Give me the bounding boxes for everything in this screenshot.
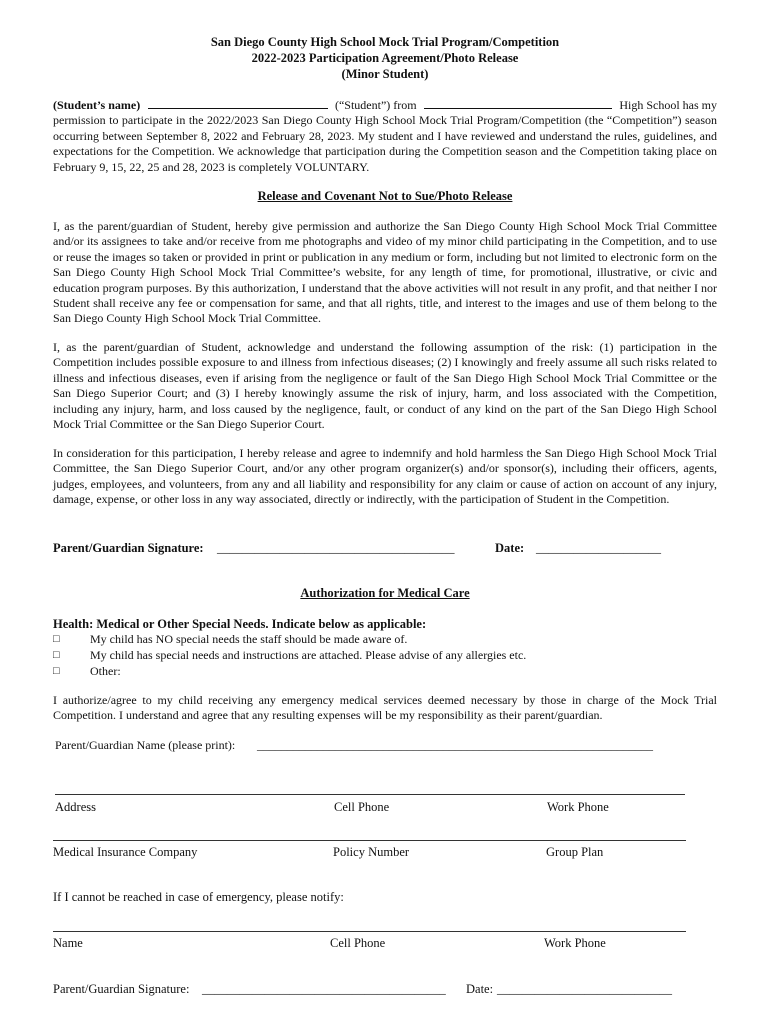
checkbox-no-special-needs[interactable]: □ <box>53 633 60 645</box>
indemnify-paragraph: In consideration for this participation, I hereby release and agree to indemnify and hold harmless the San Diego High School Mock Trial Committee, the San Diego Superior Court, and/or any other program organizer(s) and/or sponsor(s), including their officers, agents, judges, employees, and volunteers, from any and all liability and responsibility for any claim or cause of action on account of any injury, damage, expense, or other loss in any way associated, directly or indirectly, with the participation of Student in the Competition. <box>53 446 717 507</box>
address-label: Address <box>55 800 96 814</box>
health-needs-label: Health: Medical or Other Special Needs. Indicate below as applicable: <box>53 617 427 631</box>
assumption-of-risk-paragraph: I, as the parent/guardian of Student, acknowledge and understand the following assumption of the risk: (1) participation in the Competition includes possible exposure to and illness from infectious diseases; (2) I knowingly and freely assume all such risks related to illness and infectious diseases, even if arising from the negligence or fault of the San Diego High School Mock Trial Committee or the San Diego Superior Court; and (3) I hereby knowingly assume the risk of injury, harm, and loss associated with the Competition, including any injury, harm, and loss caused by the negligence, fault, or conduct of any kind on the part of the San Diego High School Mock Trial Committee or the San Diego Superior Court. <box>53 340 717 432</box>
contact-name-label: Name <box>53 936 83 950</box>
emergency-row-line[interactable] <box>53 931 686 932</box>
address-row-line[interactable] <box>55 794 685 795</box>
release-date-field[interactable]: ____________________ <box>536 541 661 555</box>
checkbox-other[interactable]: □ <box>53 665 60 677</box>
document-subtitle: 2022-2023 Participation Agreement/Photo Release <box>251 51 519 65</box>
student-quote-label: (“Student”) from <box>334 98 417 112</box>
guardian-name-label: Parent/Guardian Name (please print): <box>55 738 236 752</box>
contact-work-phone-label: Work Phone <box>544 936 606 950</box>
emergency-contact-label: If I cannot be reached in case of emergency, please notify: <box>53 890 344 904</box>
school-name-field[interactable] <box>424 97 612 109</box>
medical-date-field[interactable]: ____________________________ <box>497 982 672 996</box>
group-plan-label: Group Plan <box>546 845 604 859</box>
option-other: Other: <box>90 664 121 678</box>
student-name-field[interactable] <box>148 97 328 109</box>
insurance-company-label: Medical Insurance Company <box>53 845 198 859</box>
document-subtitle-minor: (Minor Student) <box>341 67 429 81</box>
document-title: San Diego County High School Mock Trial Program/Competition <box>210 35 560 49</box>
release-heading: Release and Covenant Not to Sue/Photo Release <box>257 189 513 203</box>
insurance-row-line[interactable] <box>53 840 686 841</box>
intro-first-line <box>53 97 717 113</box>
contact-cell-phone-label: Cell Phone <box>330 936 386 950</box>
option-no-special-needs: My child has NO special needs the staff should be made aware of. <box>90 632 408 646</box>
intro-paragraph <box>53 97 717 175</box>
medical-date-label: Date: <box>466 982 494 996</box>
checkbox-special-needs[interactable]: □ <box>53 649 60 661</box>
medical-heading: Authorization for Medical Care <box>300 586 470 600</box>
student-name-label: (Student’s name) <box>53 98 141 112</box>
school-suffix-label: High School has my <box>619 98 717 112</box>
medical-signature-field[interactable]: _______________________________________ <box>202 982 446 996</box>
guardian-name-field[interactable]: __________________________________________________________________ <box>257 738 653 752</box>
cell-phone-label: Cell Phone <box>334 800 390 814</box>
release-date-label: Date: <box>495 541 525 555</box>
medical-authorization-paragraph: I authorize/agree to my child receiving any emergency medical services deemed necessary by those in charge of the Mock Trial Competition. I understand and agree that any resulting expenses will be my responsibility as their parent/guardian. <box>53 693 717 723</box>
policy-number-label: Policy Number <box>333 845 410 859</box>
photo-release-paragraph: I, as the parent/guardian of Student, hereby give permission and authorize the San Diego County High School Mock Trial Committee and/or its assignees to take and/or receive from me photographs and video of my minor child participating in the Competition, and to use or reuse the images so taken or provided in print or publication in any medium or form, including but not limited to electronic form on the San Diego County High School Mock Trial Committee’s website, for any length of time, for promotional, illustrative, or civic and education program purposes. By this authorization, I understand that the above activities will not result in any profit, and that neither I nor Student shall receive any fee or compensation for same, and that all rights, title, and interest to the images and use of them belong to the San Diego County High School Mock Trial Committee. <box>53 219 717 326</box>
release-signature-label: Parent/Guardian Signature: <box>53 541 204 555</box>
work-phone-label: Work Phone <box>547 800 609 814</box>
release-signature-field[interactable]: ______________________________________ <box>217 541 455 555</box>
intro-body: permission to participate in the 2022/2023 San Diego County High School Mock Trial Program/Competition (the “Competition”) season occurring between September 8, 2022 and February 28, 2023. My student and I have reviewed and understand the rules, guidelines, and expectations for the Competition. We acknowledge that participation during the Competition season and the Competition taking place on February 9, 15, 22, 25 and 28, 2023 is completely VOLUNTARY. <box>53 113 717 174</box>
medical-signature-label: Parent/Guardian Signature: <box>53 982 190 996</box>
option-special-needs: My child has special needs and instructions are attached. Please advise of any allergies etc. <box>90 648 527 662</box>
